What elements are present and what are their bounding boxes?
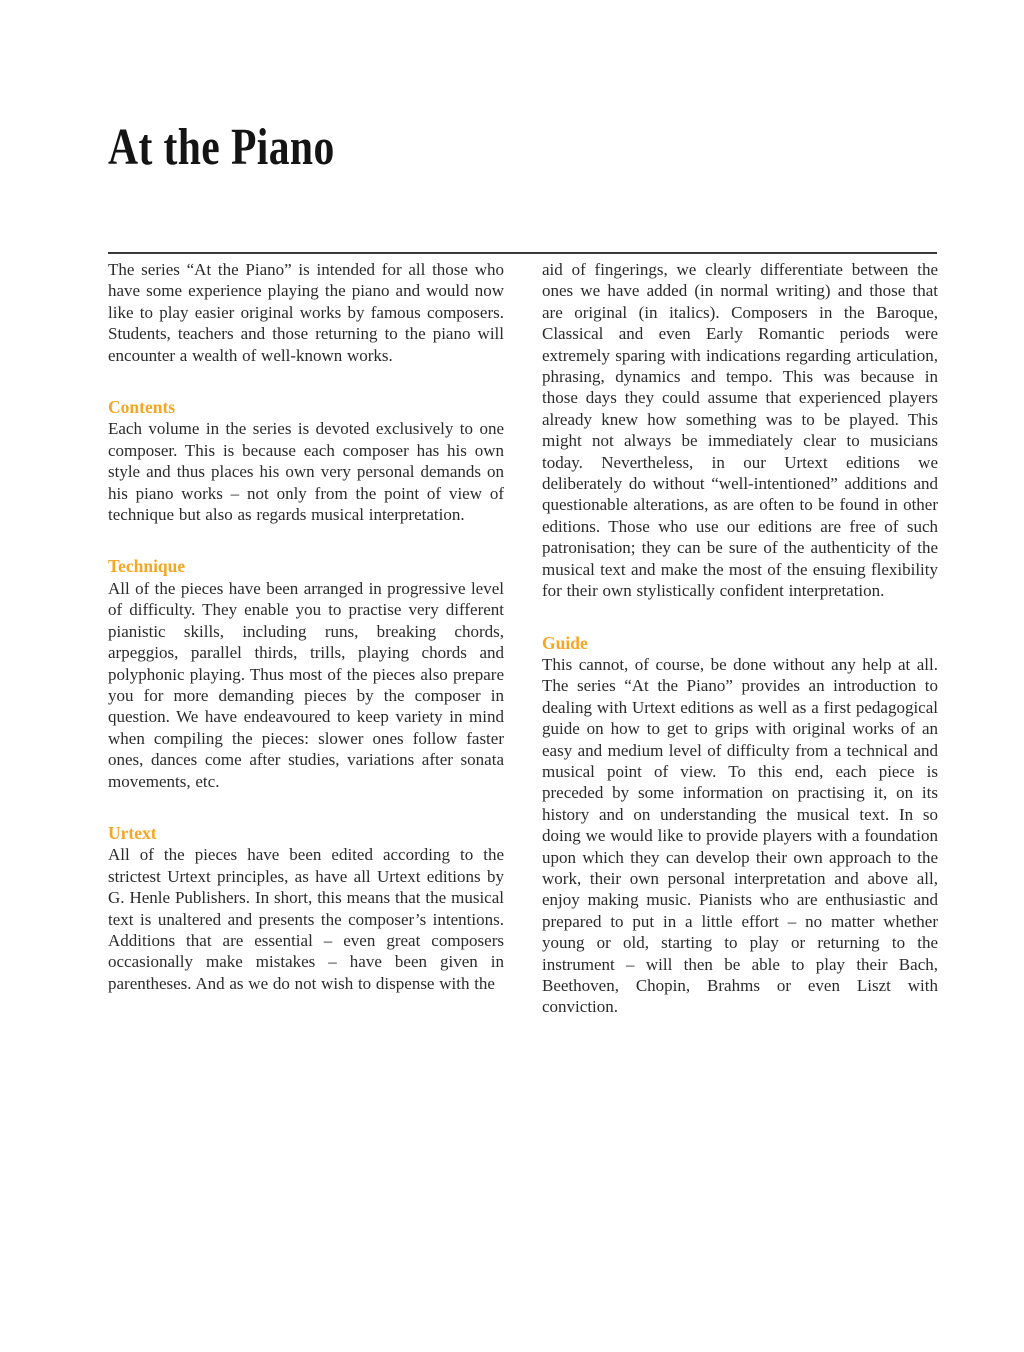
intro-paragraph: The series “At the Piano” is intended for all those who have some experience playing the piano and would now like to play easier original works by famous composers. Students, teachers and those returning to the piano will encounter a wealth of well-known works. — [108, 260, 504, 365]
section-heading-guide: Guide — [542, 632, 588, 653]
page-title: At the Piano — [108, 119, 335, 176]
section-body-technique: All of the pieces have been arranged in progressive level of difficulty. They enable you to practise very different pianistic skills, including runs, breaking chords, arpeggios, parallel thirds, trills, playing chords and polyphonic playing. Thus most of the pieces also prepare you for more demanding pieces by the composer in question. We have endeavoured to keep variety in mind when compiling the pieces: slower ones follow faster ones, dances come after studies, variations after sonata movements, etc. — [108, 578, 504, 791]
section-urtext — [108, 823, 504, 994]
section-technique — [108, 556, 504, 791]
section-heading-technique: Technique — [108, 556, 186, 577]
urtext-continuation-paragraph: aid of fingerings, we clearly differentiate between the ones we have added (in normal writing) and those that are original (in italics). Composers in the Baroque, Classical and even Early Romantic periods were extremely sparing with indications regarding articulation, phrasing, dynamics and tempo. This was because in those days they could assume that experienced players already knew how something was to be played. This might not always be immediately clear to musicians today. Nevertheless, in our Urtext editions we deliberately do without “well-intentioned” additions and questionable alterations, as are often to be found in other editions. Those who use our editions are free of such patronisation; they can be sure of the authenticity of the musical text and make the most of the ensuing flexibility for their own stylistically confident interpretation. — [542, 260, 938, 601]
section-contents — [108, 397, 504, 525]
section-heading-contents: Contents — [108, 397, 176, 418]
section-body-contents: Each volume in the series is devoted exclusively to one composer. This is because each composer has his own style and thus places his own very personal demands on his piano works – not only from the point of view of technique but also as regards musical interpretation. — [108, 419, 504, 525]
section-guide — [542, 633, 938, 1018]
section-heading-urtext: Urtext — [108, 822, 157, 843]
right-column — [542, 259, 938, 1018]
section-body-guide: This cannot, of course, be done without any help at all. The series “At the Piano” provides an introduction to dealing with Urtext editions as well as a first pedagogical guide on how to get to grips with original works of an easy and medium level of difficulty from a technical and musical point of view. To this end, each piece is preceded by some information on practising it, on its history and on understanding the musical text. In so doing we would like to provide players with a foundation upon which they can develop their own approach to the work, their own personal interpretation and above all, enjoy making music. Pianists who are enthusiastic and prepared to put in a little effort – no matter whether young or old, starting to play or returning to the instrument – will then be able to play their Bach, Beethoven, Chopin, Brahms or even Liszt with conviction. — [542, 654, 938, 1017]
text-columns — [108, 259, 937, 1018]
section-body-urtext: All of the pieces have been edited according to the strictest Urtext principles, as have all Urtext editions by G. Henle Publishers. In short, this means that the musical text is unaltered and presents the composer’s intentions. Additions that are essential – even great composers occasionally make mistakes – have been given in parentheses. And as we do not wish to dispense with the — [108, 845, 504, 993]
left-column — [108, 259, 504, 1018]
title-divider — [108, 252, 937, 254]
